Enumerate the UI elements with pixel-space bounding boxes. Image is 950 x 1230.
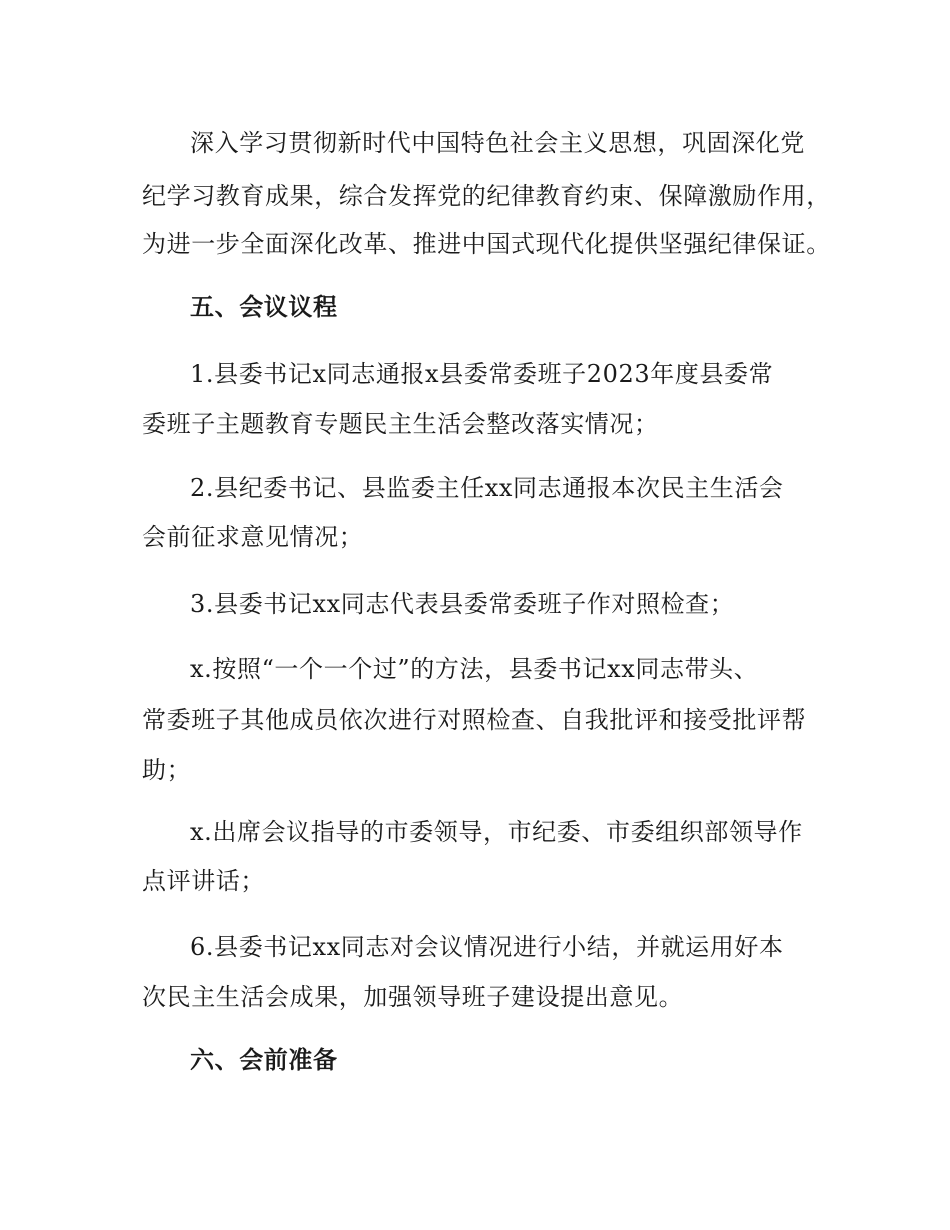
intro-line-3: 为进一步全面深化改革、推进中国式现代化提供坚强纪律保证。 — [142, 230, 831, 258]
agenda-item-2-line-2: 会前征求意见情况； — [142, 523, 364, 551]
agenda-item-5-line-1: x.出席会议指导的市委领导，市纪委、市委组织部领导作 — [190, 818, 803, 846]
intro-line-1: 深入学习贯彻新时代中国特色社会主义思想，巩固深化党 — [190, 129, 805, 157]
section-6-title: 六、会前准备 — [190, 1046, 338, 1074]
agenda-item-2-line-1: 2.县纪委书记、县监委主任xx同志通报本次民主生活会 — [190, 474, 784, 502]
agenda-item-3-line-1: 3.县委书记xx同志代表县委常委班子作对照检查； — [190, 590, 735, 618]
agenda-item-6-line-2: 次民主生活会成果，加强领导班子建设提出意见。 — [142, 983, 684, 1011]
intro-line-2: 纪学习教育成果，综合发挥党的纪律教育约束、保障激励作用， — [142, 182, 831, 210]
agenda-item-1-line-2: 委班子主题教育专题民主生活会整改落实情况； — [142, 410, 659, 438]
agenda-item-4-line-1: x.按照“一个一个过”的方法，县委书记xx同志带头、 — [190, 655, 759, 683]
agenda-item-4-line-3: 助； — [142, 756, 192, 784]
agenda-item-5-line-2: 点评讲话； — [142, 867, 265, 895]
agenda-item-1-line-1: 1.县委书记x同志通报x县委常委班子2023年度县委常 — [190, 360, 774, 388]
section-5-title: 五、会议议程 — [190, 293, 338, 321]
agenda-item-6-line-1: 6.县委书记xx同志对会议情况进行小结，并就运用好本 — [190, 933, 784, 961]
agenda-item-4-line-2: 常委班子其他成员依次进行对照检查、自我批评和接受批评帮 — [142, 706, 807, 734]
